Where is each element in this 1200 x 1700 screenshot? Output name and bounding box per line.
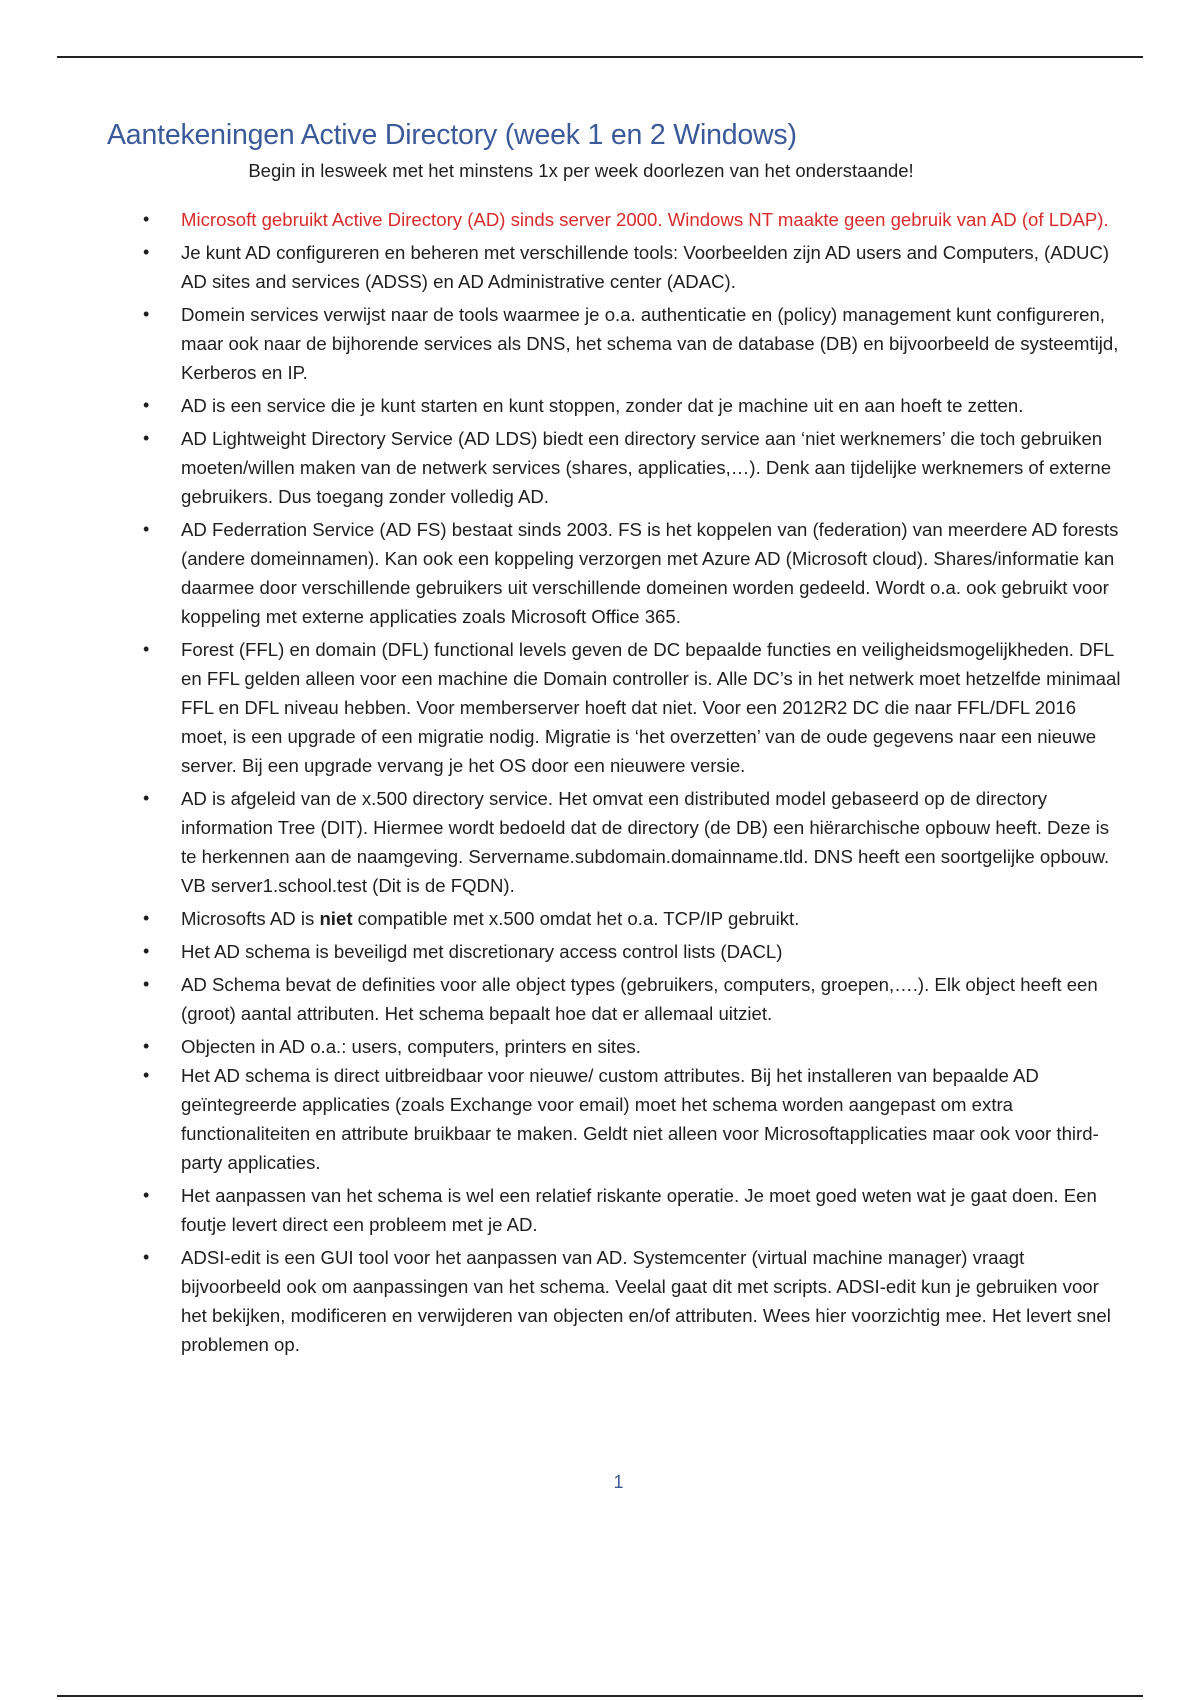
bullet-icon: •: [143, 639, 150, 659]
bullet-icon: •: [143, 519, 150, 539]
list-item-text: Objecten in AD o.a.: users, computers, printers en sites.: [181, 1036, 641, 1057]
bullet-icon: •: [143, 1185, 150, 1205]
bullet-icon: •: [143, 428, 150, 448]
list-item: [143, 424, 1126, 511]
bullet-icon: •: [143, 974, 150, 994]
list-item: [143, 300, 1126, 387]
bullet-icon: •: [143, 1036, 150, 1056]
bullet-icon: •: [143, 941, 150, 961]
list-item: [143, 937, 1126, 966]
bullet-icon: •: [143, 788, 150, 808]
list-item-text-before: Microsofts AD is: [181, 908, 320, 929]
list-item: [143, 515, 1126, 631]
list-item-text-after: compatible met x.500 omdat het o.a. TCP/IP gebruikt.: [352, 908, 800, 929]
list-item: [143, 784, 1126, 900]
notes-list: [143, 205, 1126, 1363]
list-item: [143, 970, 1126, 1028]
list-item-text: Het AD schema is direct uitbreidbaar voor nieuwe/ custom attributes. Bij het installeren van bepaalde AD geïntegreerde applicaties (zoals Exchange voor email) moet het schema worden aangepast om extra functionaliteiten en attribute bruikbaar te maken. Geldt niet alleen voor Microsoftapplicaties maar ook voor third-party applicaties.: [181, 1065, 1099, 1173]
list-item-text: Domein services verwijst naar de tools waarmee je o.a. authenticatie en (policy) management kunt configureren, maar ook naar de bijhorende services als DNS, het schema van de database (DB) en bijvoorbeeld de systeemtijd, Kerberos en IP.: [181, 304, 1119, 383]
list-item-text: AD Federration Service (AD FS) bestaat sinds 2003. FS is het koppelen van (federation) van meerdere AD forests (andere domeinnamen). Kan ook een koppeling verzorgen met Azure AD (Microsoft cloud). Shares/informatie kan daarmee door verschillende gebruikers uit verschillende domeinen worden gedeeld. Wordt o.a. ook gebruikt voor koppeling met externe applicaties zoals Microsoft Office 365.: [181, 519, 1119, 627]
header-rule: [57, 56, 1143, 58]
list-item: [143, 1061, 1126, 1177]
list-item: [143, 238, 1126, 296]
list-item: [143, 635, 1126, 780]
list-item-text: Forest (FFL) en domain (DFL) functional levels geven de DC bepaalde functies en veiligheidsmogelijkheden. DFL en FFL gelden alleen voor een machine die Domain controller is. Alle DC’s in het netwerk moet hetzelfde minimaal FFL en DFL niveau hebben. Voor memberserver hoeft dat niet. Voor een 2012R2 DC die naar FFL/DFL 2016 moet, is een upgrade of een migratie nodig. Migratie is ‘het overzetten’ van de oude gegevens naar een nieuwe server. Bij een upgrade vervang je het OS door een nieuwere versie.: [181, 639, 1121, 776]
list-item-text: AD Lightweight Directory Service (AD LDS) biedt een directory service aan ‘niet werknemers’ die toch gebruiken moeten/willen maken van de netwerk services (shares, applicaties,…). Denk aan tijdelijke werknemers of externe gebruikers. Dus toegang zonder volledig AD.: [181, 428, 1112, 507]
list-item: [143, 1243, 1126, 1359]
list-item-text-bold: niet: [319, 908, 353, 929]
list-item: [143, 1032, 1126, 1061]
list-item: [143, 1181, 1126, 1239]
bullet-icon: •: [143, 209, 150, 229]
page-title: Aantekeningen Active Directory (week 1 en 2 Windows): [107, 119, 797, 151]
intro-text: [0, 160, 1200, 182]
list-item-text: Het aanpassen van het schema is wel een relatief riskante operatie. Je moet goed weten wat je gaat doen. Een foutje levert direct een probleem met je AD.: [181, 1185, 1097, 1235]
list-item: [143, 904, 1126, 933]
list-item-text: Je kunt AD configureren en beheren met verschillende tools: Voorbeelden zijn AD users and Computers, (ADUC) AD sites and services (ADSS) en AD Administrative center (ADAC).: [181, 242, 1110, 292]
bullet-icon: •: [143, 242, 150, 262]
bullet-icon: •: [143, 304, 150, 324]
list-item-text: AD is een service die je kunt starten en kunt stoppen, zonder dat je machine uit en aan hoeft te zetten.: [181, 395, 1024, 416]
bullet-icon: •: [143, 1247, 150, 1267]
page-number-value: 1: [613, 1472, 624, 1492]
footer-rule: [57, 1695, 1143, 1697]
list-item-text: Microsoft gebruikt Active Directory (AD) sinds server 2000. Windows NT maakte geen gebruik van AD (of LDAP).: [181, 209, 1109, 230]
list-item-text: AD is afgeleid van de x.500 directory service. Het omvat een distributed model gebaseerd op de directory information Tree (DIT). Hiermee wordt bedoeld dat de directory (de DB) een hiërarchische opbouw heeft. Deze is te herkennen aan de naamgeving. Servername.subdomain.domainname.tld. DNS heeft een soortgelijke opbouw. VB server1.school.test (Dit is de FQDN).: [181, 788, 1110, 896]
list-item-text: Het AD schema is beveiligd met discretionary access control lists (DACL): [181, 941, 783, 962]
page-number: [0, 1472, 1200, 1493]
intro-line: Begin in lesweek met het minstens 1x per week doorlezen van het onderstaande!: [248, 160, 914, 181]
list-item-text: ADSI-edit is een GUI tool voor het aanpassen van AD. Systemcenter (virtual machine manager) vraagt bijvoorbeeld ook om aanpassingen van het schema. Veelal gaat dit met scripts. ADSI-edit kun je gebruiken voor het bekijken, modificeren en verwijderen van objecten en/of attributen. Wees hier voorzichtig mee. Het levert snel problemen op.: [181, 1247, 1111, 1355]
list-item: [143, 391, 1126, 420]
list-item-text: AD Schema bevat de definities voor alle object types (gebruikers, computers, groepen,….). Elk object heeft een (groot) aantal attributen. Het schema bepaalt hoe dat er allemaal uitziet.: [181, 974, 1098, 1024]
bullet-icon: •: [143, 908, 150, 928]
bullet-icon: •: [143, 395, 150, 415]
list-item: [143, 205, 1126, 234]
bullet-icon: •: [143, 1065, 150, 1085]
